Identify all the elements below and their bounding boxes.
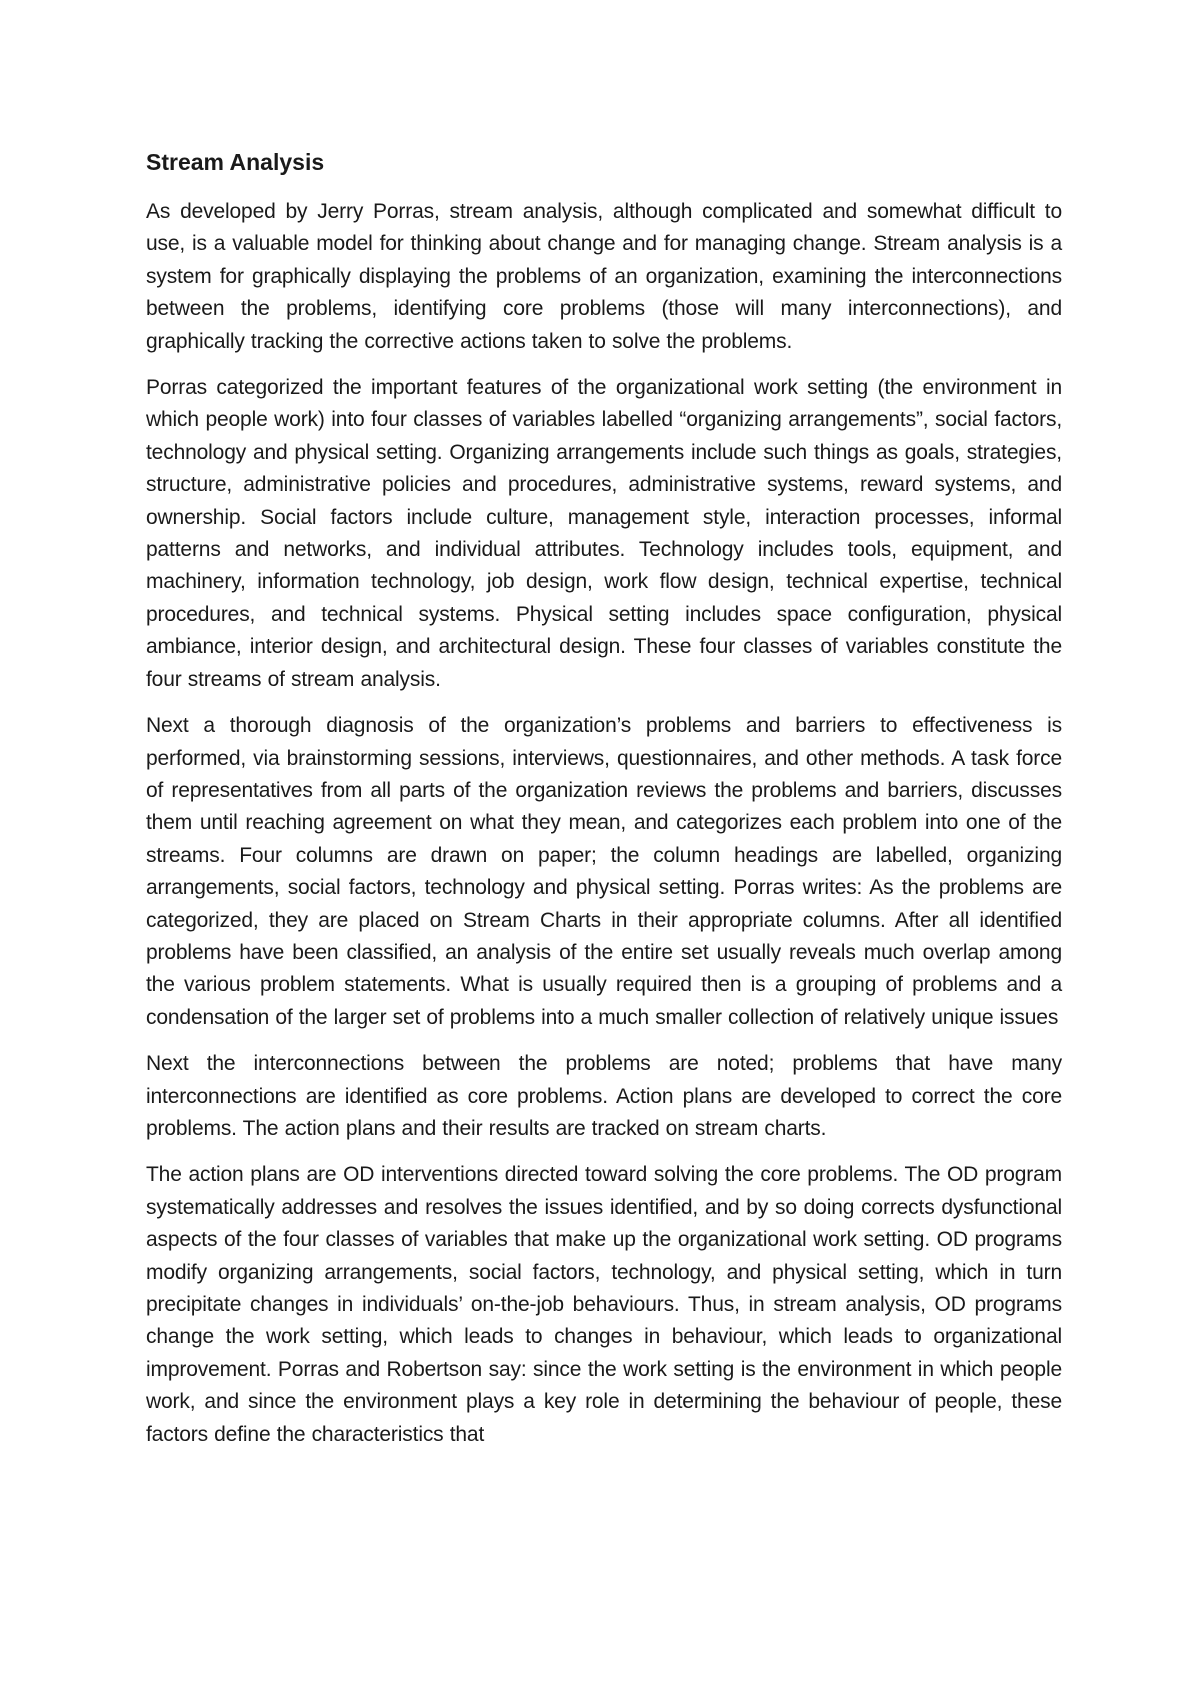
document-body xyxy=(146,146,1062,1465)
paragraph-diagnosis: Next a thorough diagnosis of the organization’s problems and barriers to effectiveness is performed, via brainstorming sessions, interviews, questionnaires, and other methods. A task force of representatives from all parts of the organization reviews the problems and barriers, discusses them until reaching agreement on what they mean, and categorizes each problem into one of the streams. Four columns are drawn on paper; the column headings are labelled, organizing arrangements, social factors, technology and physical setting. Porras writes: As the problems are categorized, they are placed on Stream Charts in their appropriate columns. After all identified problems have been classified, an analysis of the entire set usually reveals much overlap among the various problem statements. What is usually required then is a grouping of problems and a condensation of the larger set of problems into a much smaller collection of relatively unique issues xyxy=(146,714,1062,1029)
document-title: Stream Analysis xyxy=(146,149,325,175)
paragraph-variables: Porras categorized the important features of the organizational work setting (the environment in which people work) into four classes of variables labelled “organizing arrangements”, social factors, technology and physical setting. Organizing arrangements include such things as goals, strategies, structure, administrative policies and procedures, administrative systems, reward systems, and ownership. Social factors include culture, management style, interaction processes, informal patterns and networks, and individual attributes. Technology includes tools, equipment, and machinery, information technology, job design, work flow design, technical expertise, technical procedures, and technical systems. Physical setting includes space configuration, physical ambiance, interior design, and architectural design. These four classes of variables constitute the four streams of stream analysis. xyxy=(146,376,1062,691)
paragraph-action-plans: The action plans are OD interventions directed toward solving the core problems. The OD program systematically addresses and resolves the issues identified, and by so doing corrects dysfunctional aspects of the four classes of variables that make up the organizational work setting. OD programs modify organizing arrangements, social factors, technology, and physical setting, which in turn precipitate changes in individuals’ on-the-job behaviours. Thus, in stream analysis, OD programs change the work setting, which leads to changes in behaviour, which leads to organizational improvement. Porras and Robertson say: since the work setting is the environment in which people work, and since the environment plays a key role in determining the behaviour of people, these factors define the characteristics that xyxy=(146,1163,1062,1446)
paragraph-interconnections: Next the interconnections between the problems are noted; problems that have many interconnections are identified as core problems. Action plans are developed to correct the core problems. The action plans and their results are tracked on stream charts. xyxy=(146,1052,1062,1140)
paragraph-intro: As developed by Jerry Porras, stream analysis, although complicated and somewhat difficult to use, is a valuable model for thinking about change and for managing change. Stream analysis is a system for graphically displaying the problems of an organization, examining the interconnections between the problems, identifying core problems (those will many interconnections), and graphically tracking the corrective actions taken to solve the problems. xyxy=(146,200,1062,353)
